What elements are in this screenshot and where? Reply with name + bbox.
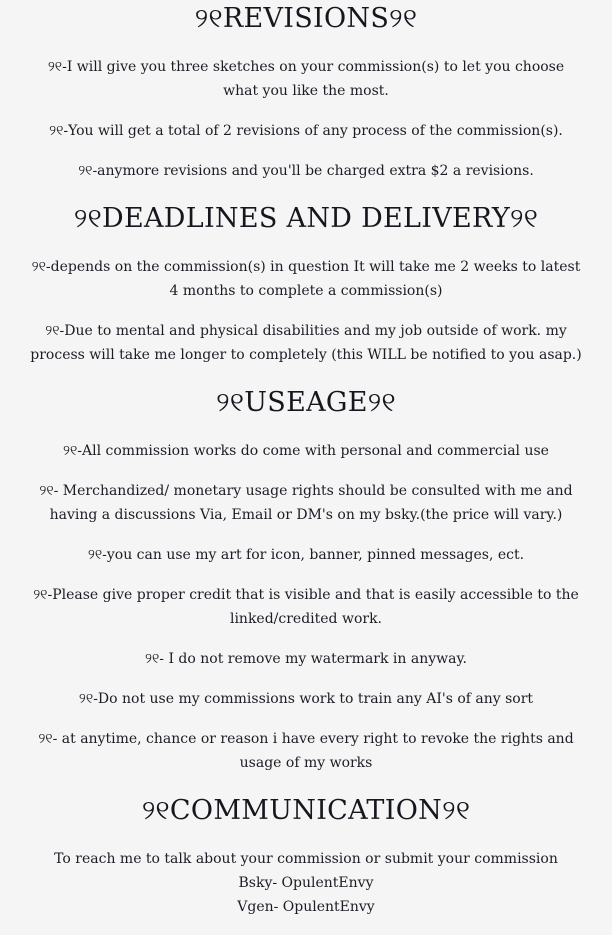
revisions-item-2: ୨୧-You will get a total of 2 revisions of any process of the commission(s). xyxy=(49,123,563,139)
deadlines-item-1: ୨୧-depends on the commission(s) in question It will take me 2 weeks to latest 4 months to complete a commission(s) xyxy=(31,259,581,299)
usage-item-5: ୨୧- I do not remove my watermark in anyway. xyxy=(145,651,467,667)
deadlines-item-2: ୨୧-Due to mental and physical disabilities and my job outside of work. my process will take me longer to completely (this WILL be notified to you asap.) xyxy=(30,323,582,363)
heading-communication: ୨୧COMMUNICATION୨୧ xyxy=(141,795,471,826)
contact-vgen: Vgen- OpulentEnvy xyxy=(237,899,375,915)
usage-item-2: ୨୧- Merchandized/ monetary usage rights should be consulted with me and having a discussions Via, Email or DM's on my bsky.(the price will vary.) xyxy=(39,483,573,523)
communication-intro: To reach me to talk about your commission or submit your commission xyxy=(54,851,558,867)
revisions-item-1: ୨୧-I will give you three sketches on your commission(s) to let you choose what you like the most. xyxy=(47,59,565,99)
contact-bsky: Bsky- OpulentEnvy xyxy=(238,875,374,891)
usage-item-3: ୨୧-you can use my art for icon, banner, pinned messages, ect. xyxy=(87,547,525,563)
heading-revisions: ୨୧REVISIONS୨୧ xyxy=(194,3,418,34)
revisions-item-3: ୨୧-anymore revisions and you'll be charged extra $2 a revisions. xyxy=(78,163,534,179)
heading-usage: ୨୧USEAGE୨୧ xyxy=(216,387,396,418)
usage-item-6: ୨୧-Do not use my commissions work to train any AI's of any sort xyxy=(78,691,534,707)
usage-item-4: ୨୧-Please give proper credit that is visible and that is easily accessible to the linked/credited work. xyxy=(33,587,579,627)
usage-item-7: ୨୧- at anytime, chance or reason i have every right to revoke the rights and usage of my works xyxy=(38,731,574,771)
usage-item-1: ୨୧-All commission works do come with personal and commercial use xyxy=(63,443,549,459)
heading-deadlines-and-delivery: ୨୧DEADLINES AND DELIVERY୨୧ xyxy=(73,203,539,234)
